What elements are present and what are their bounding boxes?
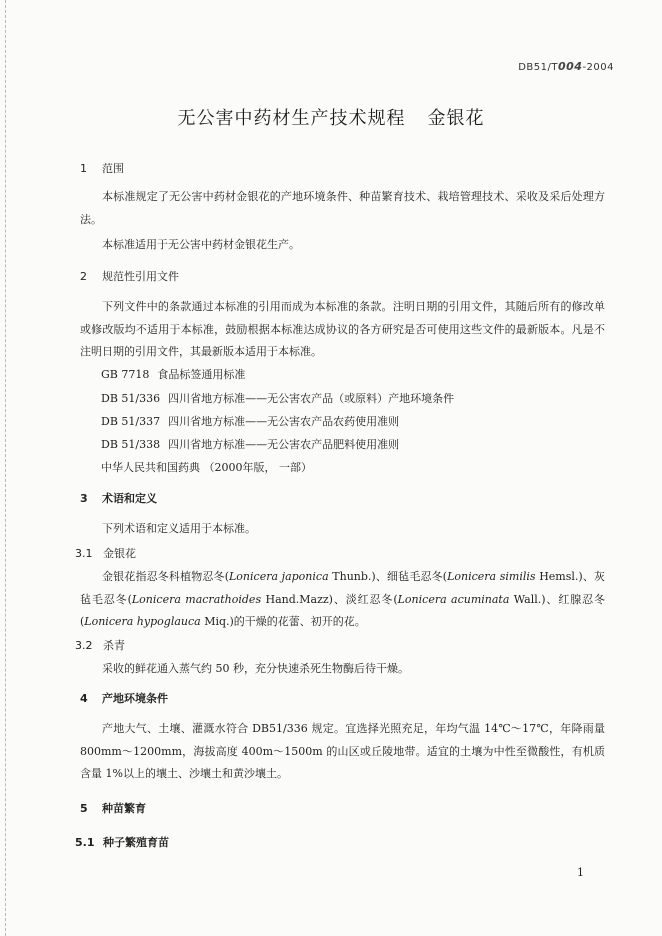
section-1-heading bbox=[80, 160, 124, 176]
definition-text: 金银花指忍冬科植物忍冬( bbox=[102, 570, 229, 583]
section-1-paragraph-2: 本标准适用于无公害中药材金银花生产。 bbox=[102, 238, 300, 251]
doc-prefix: DB51/T bbox=[518, 62, 558, 73]
section-3-2-heading bbox=[75, 637, 125, 653]
latin-name: Lonicera hypoglauca bbox=[84, 615, 201, 628]
section-number: 3 bbox=[80, 492, 88, 505]
section-3-1-heading bbox=[75, 545, 136, 561]
reference-code: GB 7718 bbox=[101, 368, 150, 381]
section-5-1-heading bbox=[75, 834, 169, 850]
section-number: 4 bbox=[80, 692, 88, 705]
section-title: 产地环境条件 bbox=[102, 692, 168, 705]
definition-text: Hemsl.)、灰毡毛忍冬( bbox=[80, 570, 605, 606]
reference-code: DB 51/338 bbox=[101, 438, 161, 451]
title-main: 无公害中药材生产技术规程 bbox=[177, 108, 406, 129]
reference-item bbox=[101, 436, 399, 452]
section-title: 种子繁殖育苗 bbox=[103, 836, 169, 849]
document-number bbox=[518, 60, 614, 73]
section-title: 杀青 bbox=[103, 639, 125, 652]
section-title: 术语和定义 bbox=[102, 492, 157, 505]
section-4-heading bbox=[80, 690, 168, 706]
definition-text: Wall.)、红腺忍冬( bbox=[80, 592, 605, 628]
title-sub: 金银花 bbox=[427, 108, 485, 129]
reference-item bbox=[101, 366, 245, 382]
section-title: 种苗繁育 bbox=[102, 802, 146, 815]
reference-title: 食品标签通用标准 bbox=[157, 368, 246, 381]
section-number: 3.1 bbox=[75, 547, 93, 560]
section-number: 3.2 bbox=[75, 639, 93, 652]
definition-text: Thunb.)、细毡毛忍冬( bbox=[328, 570, 448, 583]
section-number: 1 bbox=[80, 162, 87, 175]
section-2-heading bbox=[80, 268, 179, 284]
section-number: 2 bbox=[80, 270, 87, 283]
latin-name: Lonicera macrathoides bbox=[131, 592, 262, 606]
reference-item bbox=[101, 413, 399, 429]
reference-title: 四川省地方标准——无公害农产品肥料使用准则 bbox=[168, 438, 400, 451]
reference-item bbox=[101, 390, 454, 406]
reference-title: 四川省地方标准——无公害农产品（或原料）产地环境条件 bbox=[168, 392, 455, 405]
doc-suffix: -2004 bbox=[582, 62, 614, 73]
section-title: 范围 bbox=[102, 162, 124, 175]
page-number: 1 bbox=[577, 866, 584, 879]
page-title bbox=[0, 104, 662, 130]
latin-name: Lonicera acuminata bbox=[397, 592, 510, 606]
reference-code: DB 51/336 bbox=[101, 392, 161, 405]
reference-code: DB 51/337 bbox=[101, 415, 161, 428]
section-title: 金银花 bbox=[103, 547, 136, 560]
section-3-paragraph-1: 下列术语和定义适用于本标准。 bbox=[102, 522, 256, 535]
binding-line bbox=[5, 0, 6, 936]
latin-name: Lonicera japonica bbox=[229, 570, 329, 583]
section-4-paragraph: 产地大气、土壤、灌溉水符合 DB51/336 规定。宜选择光照充足，年均气温 14℃～17℃，年降雨量 800mm～1200mm，海拔高度 400m～1500m 的山区或丘陵地带。适宜的土壤为中性至微酸性，有机质含量 1%以上的壤土、沙壤土和黄沙壤土。 bbox=[80, 722, 605, 780]
section-5-heading bbox=[80, 800, 146, 816]
definition-text: Miq.)的干燥的花蕾、初开的花。 bbox=[200, 615, 366, 628]
section-3-heading bbox=[80, 490, 157, 506]
section-3-1-paragraph bbox=[80, 566, 605, 634]
definition-text: Hand.Mazz)、淡红忍冬( bbox=[261, 592, 398, 606]
section-1-paragraph-1: 本标准规定了无公害中药材金银花的产地环境条件、种苗繁育技术、栽培管理技术、采收及采后处理方法。 bbox=[80, 190, 605, 226]
section-title: 规范性引用文件 bbox=[102, 270, 179, 283]
section-2-paragraph-1: 下列文件中的条款通过本标准的引用而成为本标准的条款。注明日期的引用文件，其随后所有的修改单或修改版均不适用于本标准，鼓励根据本标准达成协议的各方研究是否可使用这些文件的最新版本。凡是不注明日期的引用文件，其最新版本适用于本标准。 bbox=[80, 300, 605, 358]
reference-title: 中华人民共和国药典 （2000年版， 一部） bbox=[101, 461, 312, 474]
doc-handwritten-number: 004 bbox=[557, 60, 583, 73]
latin-name: Lonicera similis bbox=[447, 570, 536, 583]
reference-item bbox=[101, 459, 312, 475]
section-number: 5.1 bbox=[75, 836, 95, 849]
reference-title: 四川省地方标准——无公害农产品农药使用准则 bbox=[168, 415, 400, 428]
section-number: 5 bbox=[80, 802, 88, 815]
section-3-2-paragraph: 采收的鲜花通入蒸气约 50 秒，充分快速杀死生物酶后待干燥。 bbox=[102, 662, 409, 675]
